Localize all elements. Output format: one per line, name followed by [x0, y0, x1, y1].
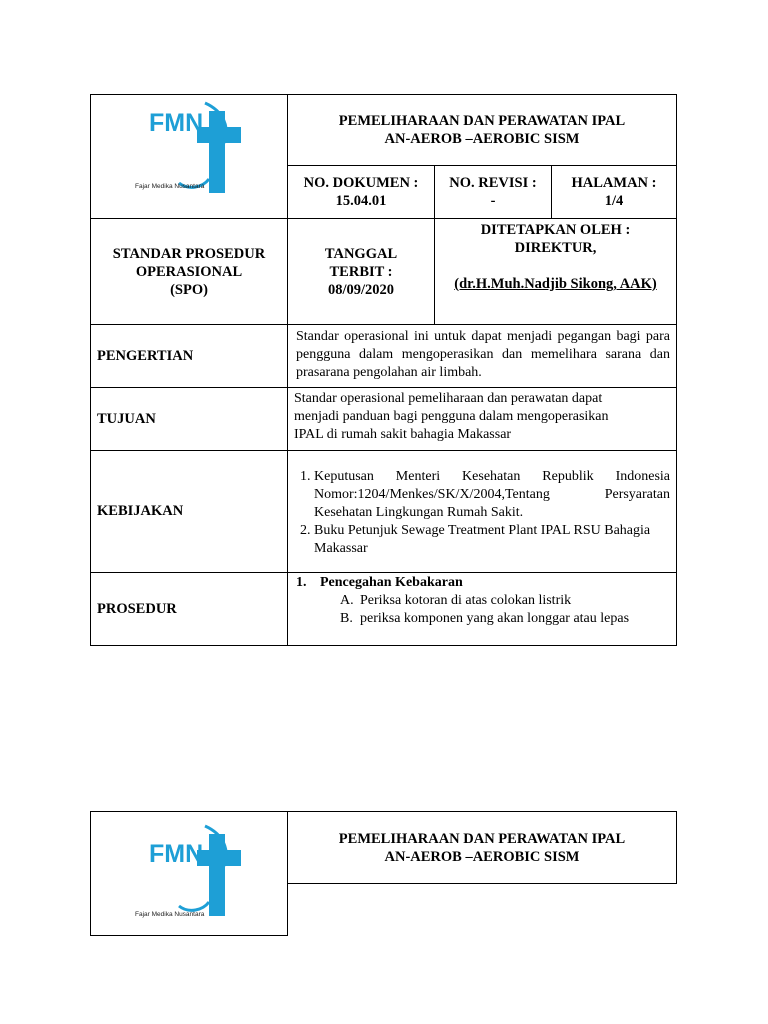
- logo-cell: [90, 94, 288, 219]
- revision-value: -: [490, 193, 496, 209]
- page2-fmn-logo: [131, 824, 251, 919]
- prosedur-label-cell: [90, 572, 288, 646]
- prosedur-step: [296, 574, 670, 592]
- approval-line1: DITETAPKAN OLEH :: [480, 222, 631, 238]
- logo-brand: FMN: [149, 109, 204, 137]
- page2-logo-cell: [90, 811, 288, 936]
- page2-title-line1: PEMELIHARAAN DAN PERAWATAN IPAL: [338, 830, 626, 847]
- issue-date-value: 08/09/2020: [327, 281, 395, 298]
- tujuan-label: TUJUAN: [97, 410, 156, 427]
- page2-logo-brand: FMN: [149, 840, 204, 868]
- kebijakan-label: KEBIJAKAN: [97, 503, 184, 519]
- tujuan-line3: IPAL di rumah sakit bahagia Makassar: [294, 427, 512, 442]
- tujuan-text-cell: [287, 387, 677, 451]
- page-value: 1/4: [604, 193, 624, 209]
- prosedur-substep: [296, 592, 670, 610]
- prosedur-step-title: Pencegahan Kebakaran: [320, 575, 463, 590]
- kebijakan-item: 1. Keputusan Menteri Kesehatan Republik Indonesia Nomor:1204/Menkes/SK/X/2004,Tentang Persyaratan Kesehatan Lingkungan Rumah Sakit.: [314, 468, 670, 522]
- approval-line2: DIREKTUR,: [514, 240, 597, 256]
- page2-logo-subtitle: Fajar Medika Nusantara: [135, 911, 205, 918]
- issue-date-line1: TANGGAL: [324, 245, 398, 262]
- medical-cross-icon: [131, 824, 251, 919]
- document-title-line2: AN-AEROB –AEROBIC SISM: [384, 131, 580, 147]
- kebijakan-text-cell: [287, 450, 677, 573]
- substep-text: periksa komponen yang akan longgar atau lepas: [360, 611, 630, 626]
- pengertian-label-cell: [90, 324, 288, 388]
- doc-number-cell: [287, 165, 435, 219]
- tujuan-line2: menjadi panduan bagi pengguna dalam mengoperasikan: [294, 409, 609, 424]
- substep-marker: B.: [340, 611, 353, 626]
- prosedur-step-number: 1.: [296, 575, 307, 590]
- document-title-line1: PEMELIHARAAN DAN PERAWATAN IPAL: [338, 113, 626, 129]
- substep-marker: A.: [340, 593, 354, 608]
- pengertian-text-cell: [287, 324, 677, 388]
- signatory-name: (dr.H.Muh.Nadjib Sikong, AAK): [454, 276, 657, 292]
- substep-text: Periksa kotoran di atas colokan listrik: [360, 593, 572, 608]
- pengertian-text: Standar operasional ini untuk dapat menjadi pegangan bagi para pengguna dalam mengoperasikan dan memelihara sarana dan prasarana pengolahan air limbah.: [296, 329, 670, 380]
- page-label: HALAMAN :: [571, 175, 657, 191]
- tujuan-line1: Standar operasional pemeliharaan dan perawatan dapat: [294, 391, 603, 406]
- pengertian-label: PENGERTIAN: [97, 347, 194, 364]
- kebijakan-item: 2. Buku Petunjuk Sewage Treatment Plant IPAL RSU Bahagia Makassar: [314, 522, 670, 558]
- prosedur-substep: [296, 610, 670, 628]
- approval-cell: [434, 218, 677, 325]
- spo-line1: STANDAR PROSEDUR: [112, 245, 266, 262]
- kebijakan-label-cell: [90, 450, 288, 573]
- spo-line3: (SPO): [170, 281, 208, 298]
- issue-date-line2: TERBIT :: [329, 263, 393, 280]
- tujuan-label-cell: [90, 387, 288, 451]
- prosedur-text-cell: [287, 572, 677, 646]
- page2-title-cell: [287, 811, 677, 884]
- doc-number-label: NO. DOKUMEN :: [303, 175, 419, 191]
- logo-subtitle: Fajar Medika Nusantara: [135, 183, 205, 190]
- prosedur-label: PROSEDUR: [97, 600, 177, 617]
- page2-title-line2: AN-AEROB –AEROBIC SISM: [384, 848, 580, 865]
- title-cell: [287, 94, 677, 166]
- issue-date-cell: [287, 218, 435, 325]
- kebijakan-list: [288, 468, 670, 558]
- revision-label: NO. REVISI :: [449, 175, 537, 191]
- doc-number-value: 15.04.01: [335, 193, 387, 209]
- spo-line2: OPERASIONAL: [135, 263, 243, 280]
- page-cell: [551, 165, 677, 219]
- spo-cell: [90, 218, 288, 325]
- revision-cell: [434, 165, 552, 219]
